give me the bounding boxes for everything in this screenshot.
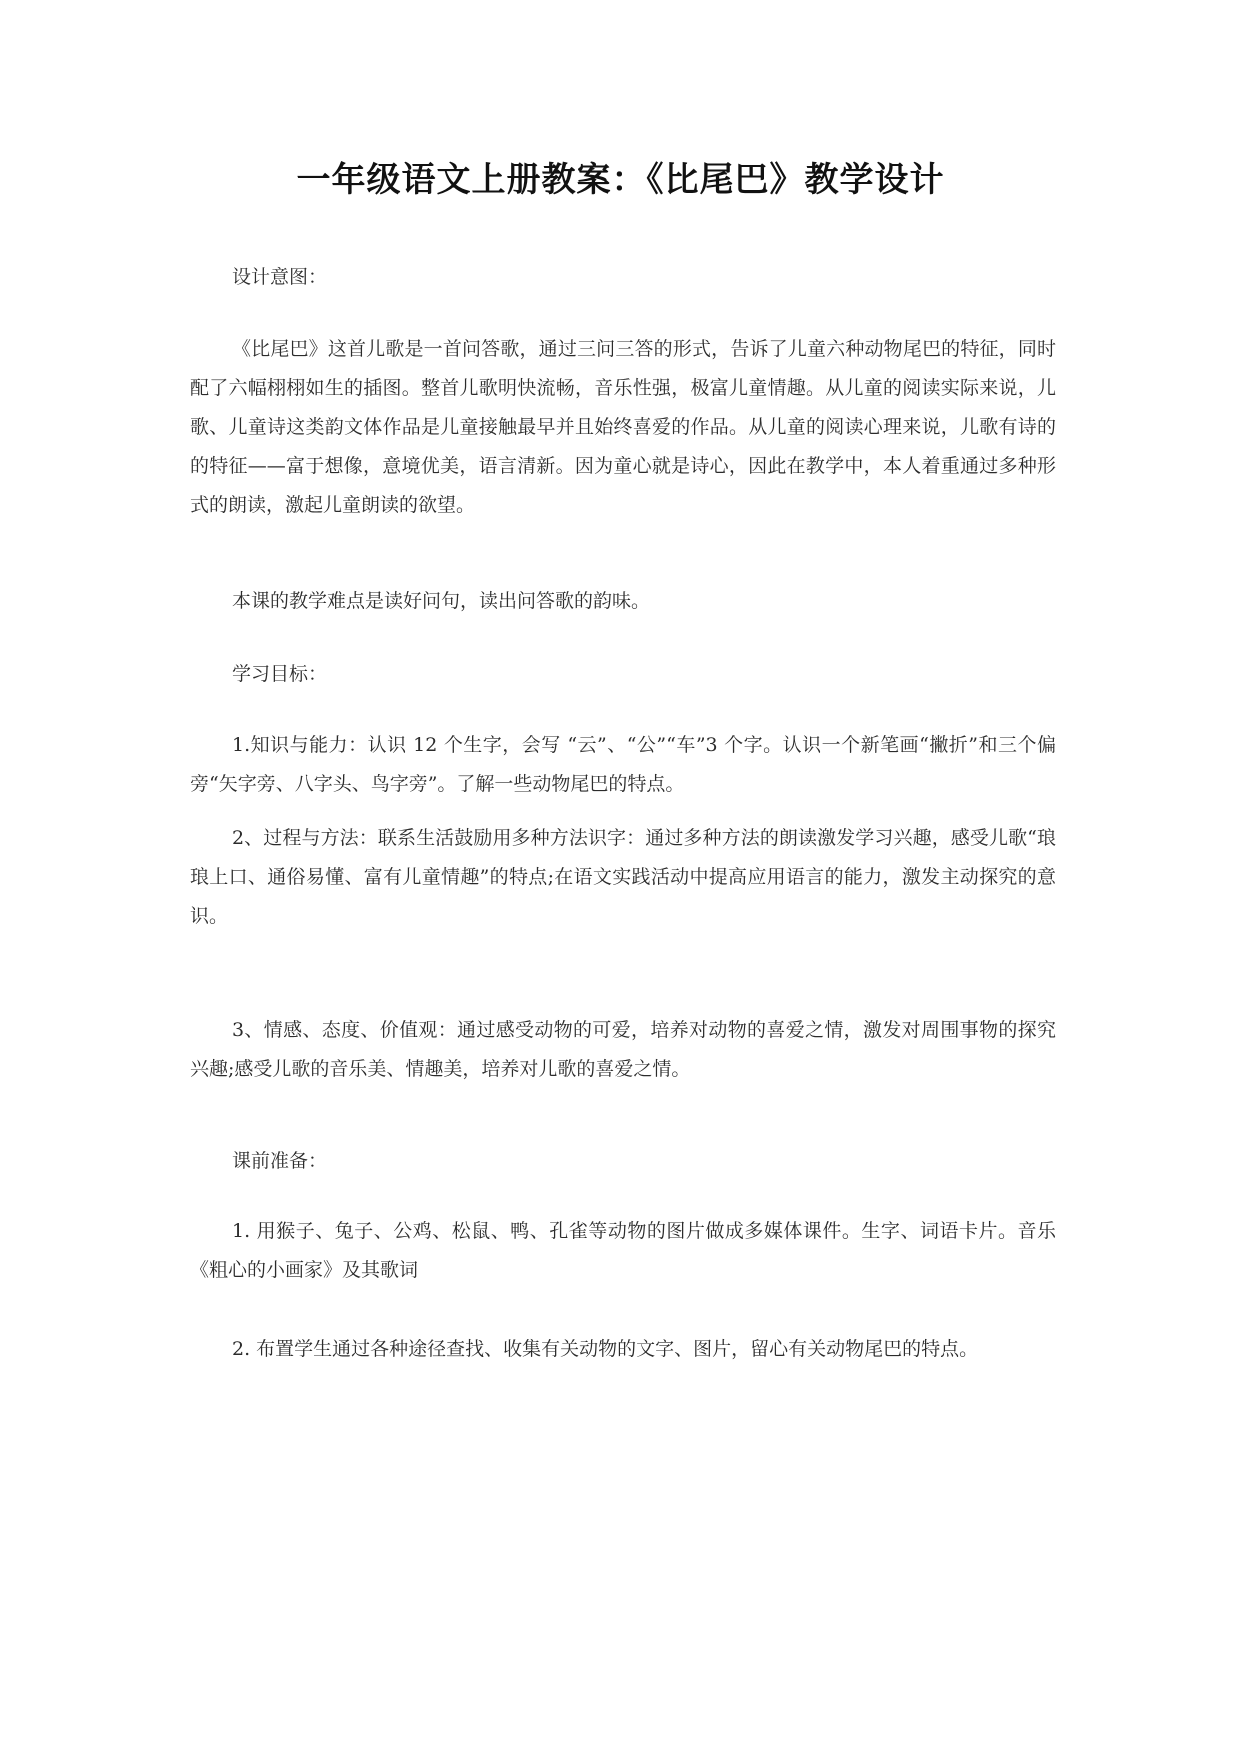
goal-process-paragraph: 2、过程与方法：联系生活鼓励用多种方法识字：通过多种方法的朗读激发学习兴趣，感受儿歌“琅琅上口、通俗易懂、富有儿童情趣”的特点;在语文实践活动中提高应用语言的能力，激发主动探究的意识。 <box>190 827 1056 927</box>
document-title: 一年级语文上册教案：《比尾巴》教学设计 <box>296 160 945 200</box>
difficulty-paragraph: 本课的教学难点是读好问句，读出问答歌的韵味。 <box>232 590 651 612</box>
goal-knowledge-paragraph: 1.知识与能力：认识 12 个生字，会写 “云”、“公”“车”3 个字。认识一个新笔画“撇折”和三个偏旁“矢字旁、八字头、鸟字旁”。了解一些动物尾巴的特点。 <box>190 734 1056 795</box>
preparation-item-2: 2. 布置学生通过各种途径查找、收集有关动物的文字、图片，留心有关动物尾巴的特点。 <box>232 1338 979 1360</box>
design-intent-paragraph: 《比尾巴》这首儿歌是一首问答歌，通过三问三答的形式，告诉了儿童六种动物尾巴的特征，同时配了六幅栩栩如生的插图。整首儿歌明快流畅，音乐性强，极富儿童情趣。从儿童的阅读实际来说，儿歌、儿童诗这类韵文体作品是儿童接触最早并且始终喜爱的作品。从儿童的阅读心理来说，儿歌有诗的的特征——富于想像，意境优美，语言清新。因为童心就是诗心，因此在教学中，本人着重通过多种形式的朗读，激起儿童朗读的欲望。 <box>190 338 1056 516</box>
preparation-item-1: 1. 用猴子、兔子、公鸡、松鼠、鸭、孔雀等动物的图片做成多媒体课件。生字、词语卡片。音乐《粗心的小画家》及其歌词 <box>190 1220 1056 1281</box>
goals-label: 学习目标： <box>232 663 328 685</box>
design-intent-label: 设计意图： <box>232 266 328 288</box>
preparation-label: 课前准备： <box>232 1150 328 1172</box>
goal-emotion-paragraph: 3、情感、态度、价值观：通过感受动物的可爱，培养对动物的喜爱之情，激发对周围事物的探究兴趣;感受儿歌的音乐美、情趣美，培养对儿歌的喜爱之情。 <box>190 1019 1056 1080</box>
